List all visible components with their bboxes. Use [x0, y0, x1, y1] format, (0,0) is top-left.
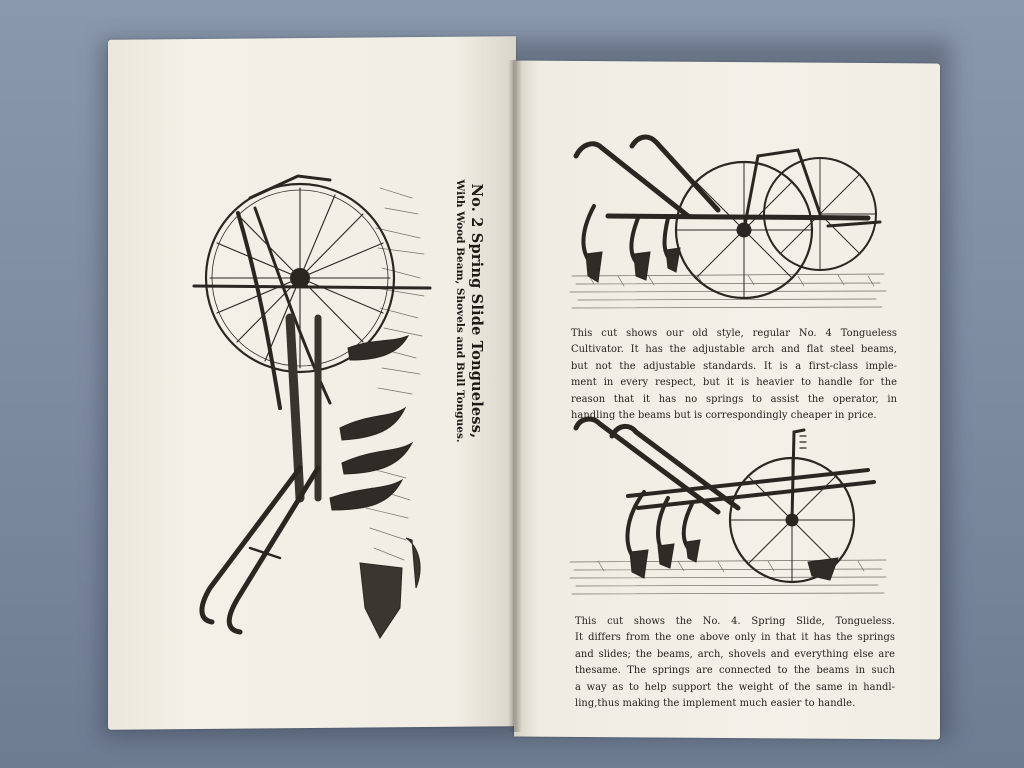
caption-line: Cultivator. It has the adjustable arch and flat steel beams, — [571, 344, 897, 356]
left-caption-subtitle: With Wood Beam, Shovels and Bull Tongues. — [454, 179, 466, 443]
caption-line: ment in every respect, but it is heavier to handle for the — [571, 377, 897, 389]
caption-line: This cut shows the No. 4. Spring Slide, Tongueless. — [575, 616, 895, 627]
spring-slide-cultivator-engraving — [568, 412, 888, 612]
cultivator-engraving — [568, 126, 888, 326]
caption-line: and slides; the beams, arch, shovels and everything else are — [575, 648, 895, 660]
caption-line: This cut shows our old style, regular No. 4 Tongueless — [571, 328, 897, 339]
plow-cultivator-engraving — [180, 168, 440, 648]
caption-line: It differs from the one above only in that it has the springs — [575, 632, 895, 644]
caption-line: ling,thus making the implement much easier to handle. — [575, 698, 856, 710]
left-caption-title: No. 2 Spring Slide Tongueless, — [468, 183, 485, 439]
left-caption — [435, 151, 485, 471]
caption-line: reason that it has no springs to assist the operator, in — [571, 393, 897, 405]
caption-line: handling the beams but is correspondingly cheaper in price. — [571, 410, 877, 422]
caption-line: thesame. The springs are connected to the beams in such — [575, 665, 895, 677]
caption-line: a way as to help support the weight of the same in handl- — [575, 681, 895, 693]
top-caption — [571, 326, 897, 424]
caption-line: but not the adjustable standards. It is a first-class imple- — [571, 360, 897, 372]
bottom-caption — [575, 614, 895, 712]
book-gutter — [508, 60, 522, 732]
